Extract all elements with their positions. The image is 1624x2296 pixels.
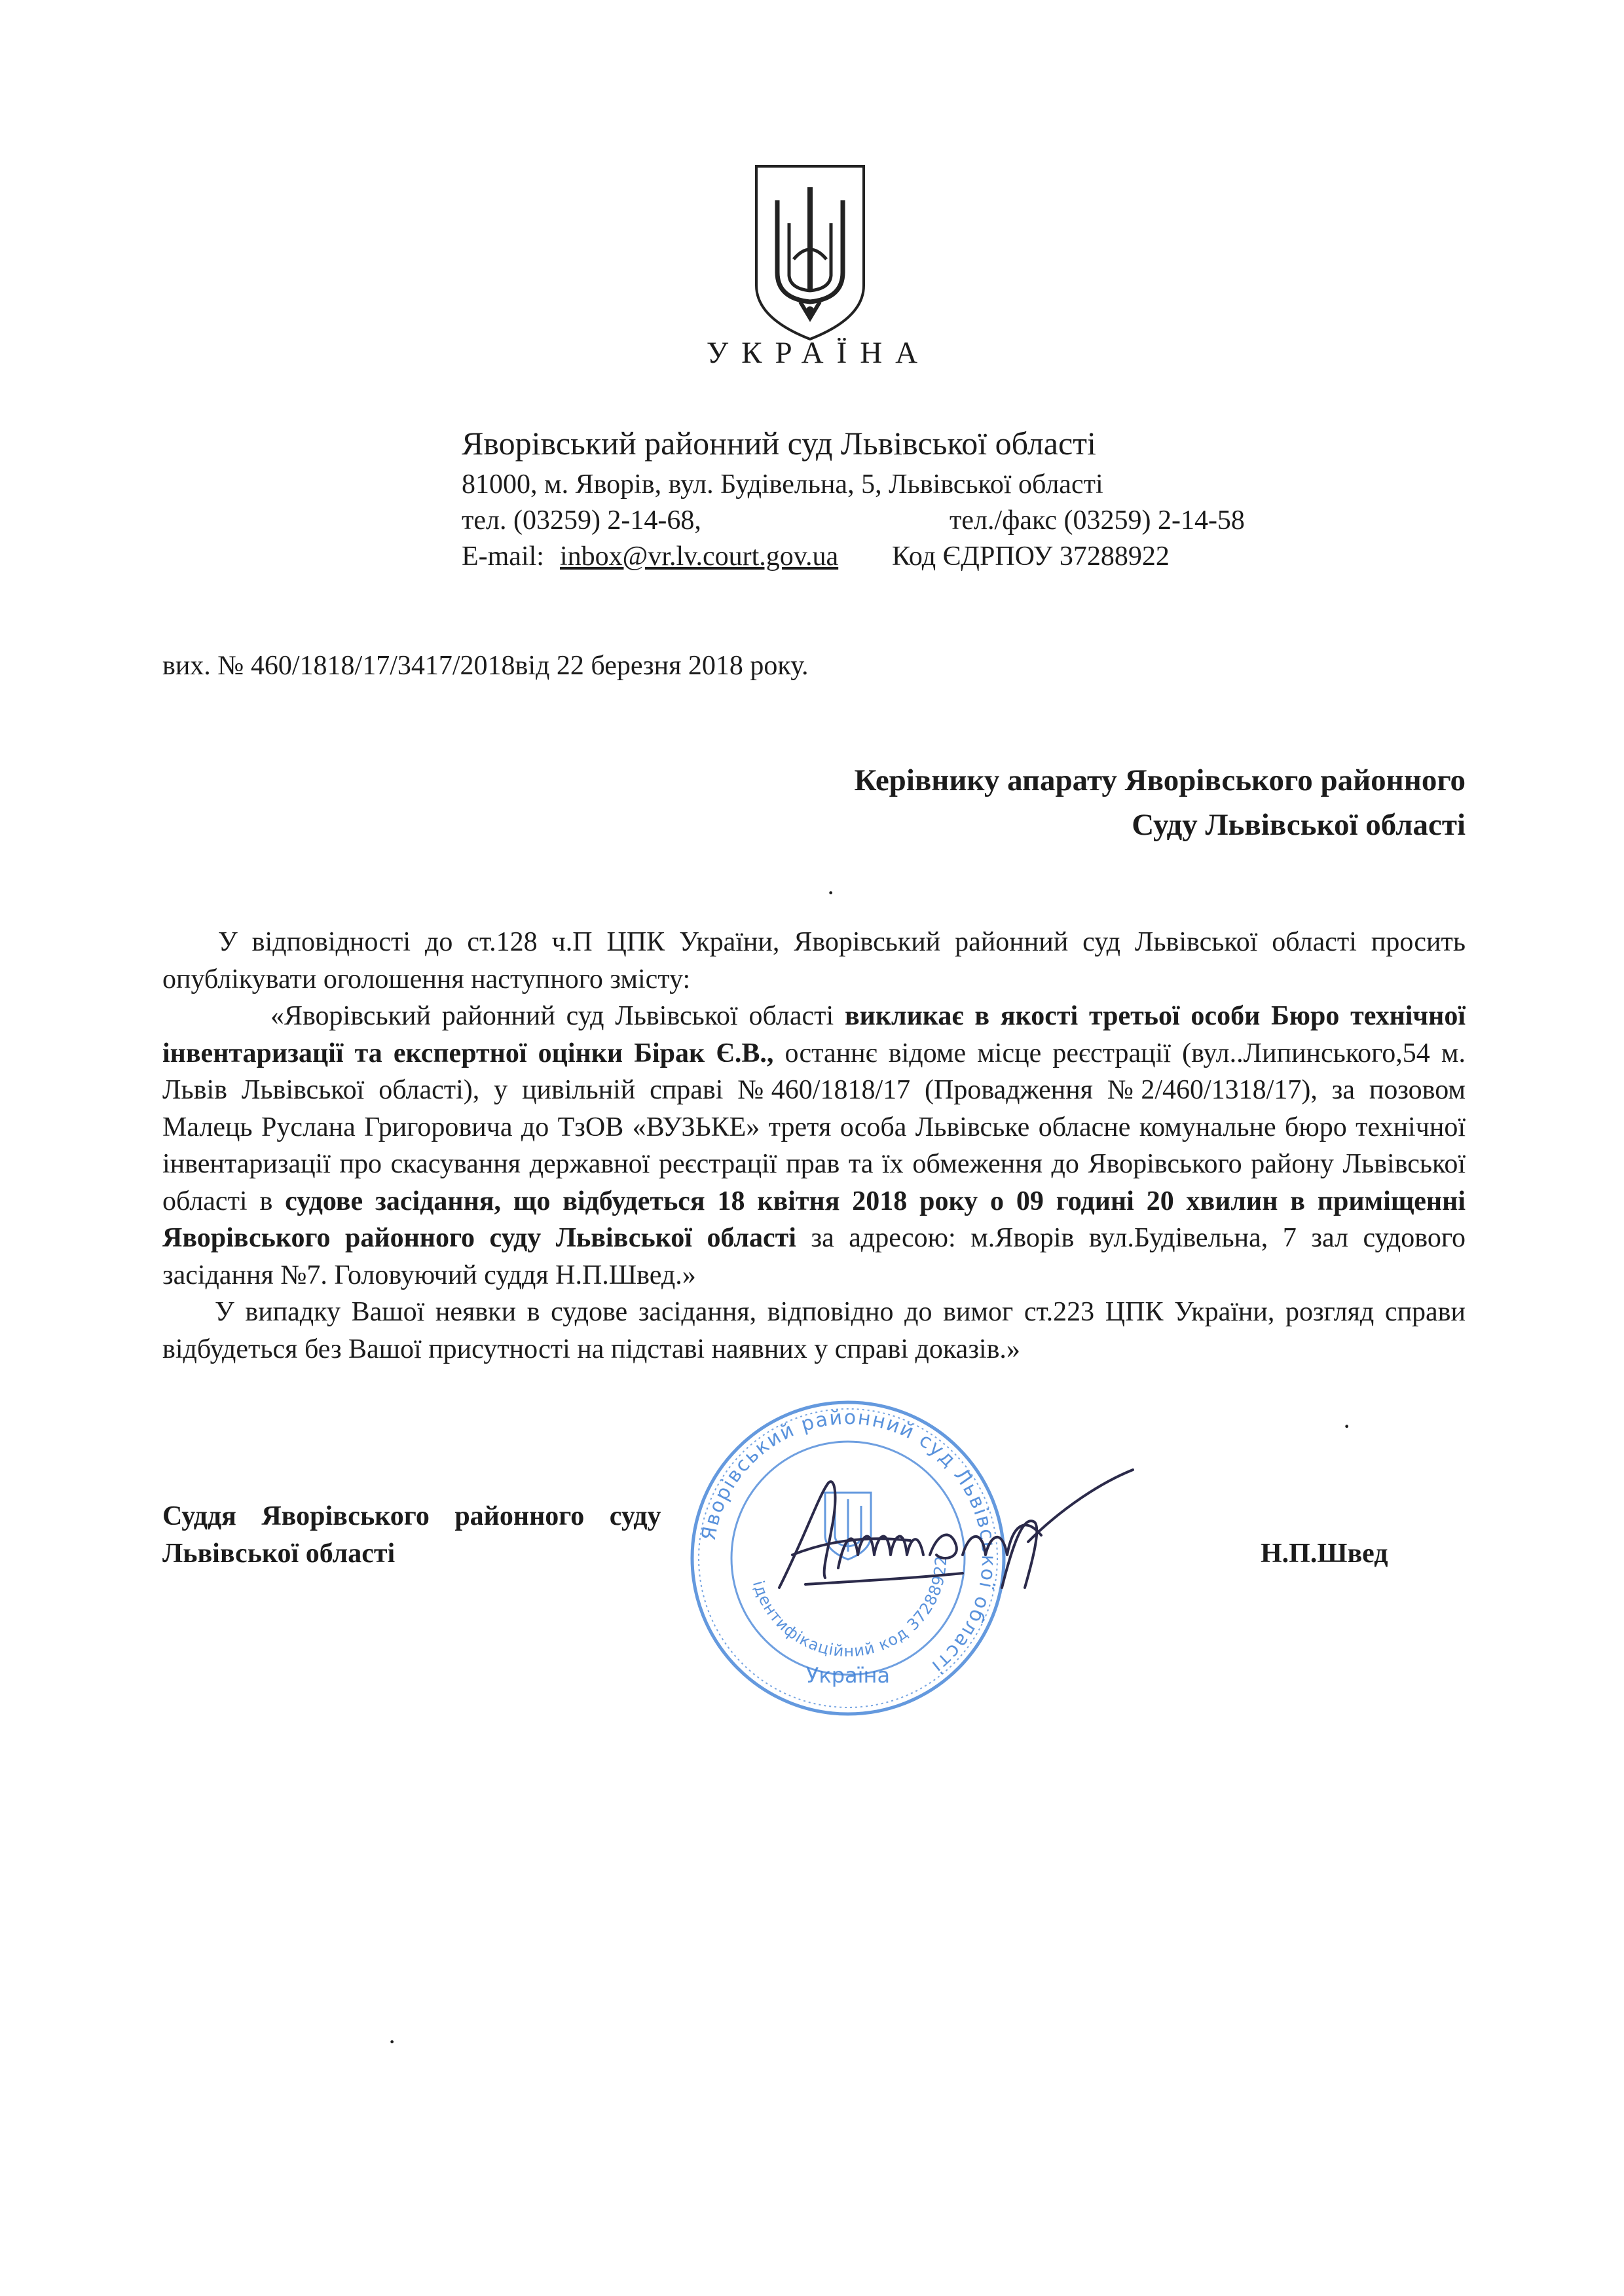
outgoing-number: вих. № 460/1818/17/3417/2018від 22 березня 2018 року. xyxy=(162,651,809,681)
signature-title-line-2: Львівської області xyxy=(162,1539,396,1569)
p2-bold-hearing: судове засідання, що відбудеться 18 квітня 2018 року о 09 годині 20 хвилин в приміщенні Яворівського районного суду Львівської області xyxy=(162,1186,1466,1253)
email-link[interactable]: inbox@vr.lv.court.gov.ua xyxy=(560,541,839,572)
addressee-line-2: Суду Львівської області xyxy=(1132,808,1466,842)
body-paragraph-3: У випадку Вашої неявки в судове засідання, відповідно до вимог ст.223 ЦПК України, розгляд справи відбудеться без Вашої присутності на підставі наявних у справі доказів.» xyxy=(162,1297,1466,1364)
scan-speck: · xyxy=(826,878,836,907)
body-paragraph-1: У відповідності до ст.128 ч.П ЦПК України, Яворівський районний суд Львівської області просить опублікувати оголошення наступного змісту: xyxy=(162,927,1466,994)
signature-title-line-1: Суддя Яворівського районного суду xyxy=(162,1501,661,1531)
addressee-line-1: Керівнику апарату Яворівського районного xyxy=(854,763,1466,797)
p2-bold-summons: викликає в якості третьої особи Бюро технічної інвентаризації та експертної оцінки Бірак Є.В., xyxy=(162,1001,1466,1068)
p2-text-e: за адресою: м.Яворів вул.Будівельна, 7 зал судового засідання №7. Головуючий суддя Н.П.Швед.» xyxy=(162,1223,1466,1290)
body-paragraph-2 xyxy=(162,998,1466,1294)
p2-text-a: «Яворівський районний суд Львівської області xyxy=(270,1001,845,1031)
handwritten-signature xyxy=(766,1457,1139,1607)
scan-speck: · xyxy=(1342,1412,1352,1441)
country-name: УКРАЇНА xyxy=(706,336,931,370)
stamp-code-text: ідентифікаційний код 37288922 xyxy=(748,1555,951,1661)
email-label: E-mail: xyxy=(462,541,544,572)
stamp-country-text: Україна xyxy=(805,1663,891,1688)
coat-of-arms-emblem xyxy=(751,161,869,344)
court-phone-fax: тел./факс (03259) 2-14-58 xyxy=(950,505,1245,536)
court-address: 81000, м. Яворів, вул. Будівельна, 5, Львівської області xyxy=(462,469,1103,500)
court-phone: тел. (03259) 2-14-68, xyxy=(462,505,701,536)
scan-speck: · xyxy=(388,2027,397,2056)
court-name: Яворівський районний суд Львівської області xyxy=(462,425,1096,462)
p2-text-c: останнє відоме місце реєстрації (вул..Липинського,54 м. Львів Львівської області), у цивільній справі №460/1818/17 (Провадження №2/460/1318/17), за позовом Малець Руслана Григоровича до ТзОВ «ВУЗЬКЕ» третя особа Львівське обласне комунальне бюро технічної інвентаризації про скасування державної реєстрації прав та їх обмеження до Яворівського району Львівської області в xyxy=(162,1038,1466,1216)
stamp-outer-text: Яворівський районний суд Львівської області xyxy=(697,1406,1001,1679)
letter-body xyxy=(162,924,1466,1368)
signatory-name: Н.П.Швед xyxy=(1261,1539,1388,1569)
edrpou-code: Код ЄДРПОУ 37288922 xyxy=(892,541,1170,572)
